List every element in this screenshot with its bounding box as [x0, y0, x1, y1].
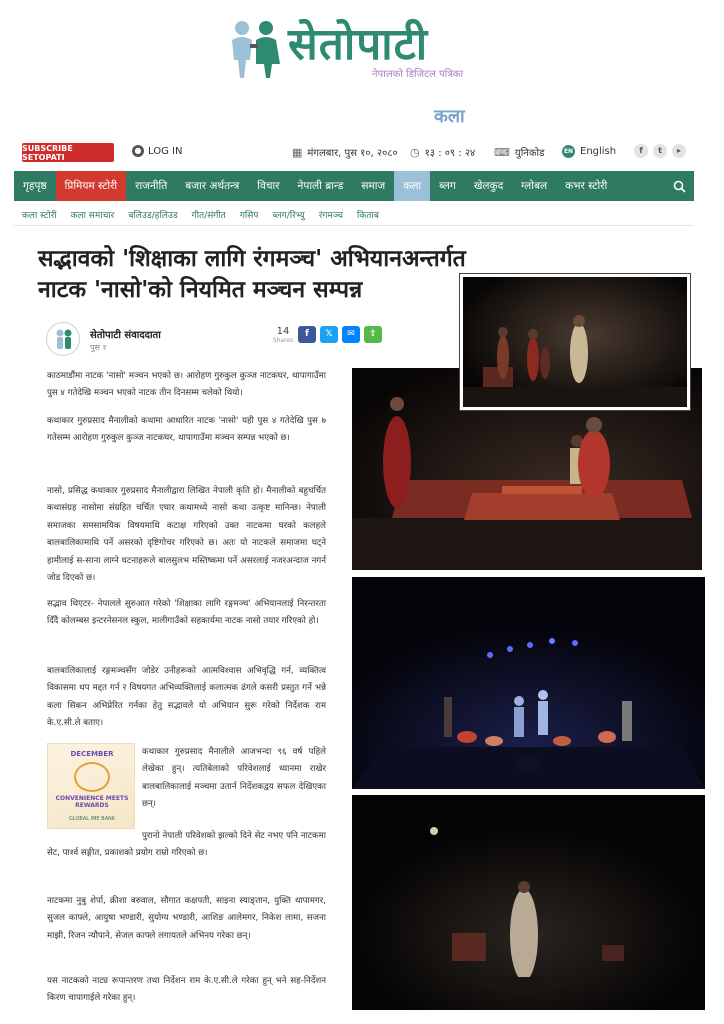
- article-paragraph-7: पुरानो नेपाली परिवेशको झल्को दिने सेट नभए पनि नाटकमा सेट, पार्श्व सङ्गीत, प्रकाशको प्रयोग राम्रो गरिएको छ।: [47, 831, 326, 859]
- subnav-item-theatre[interactable]: रंगमञ्च: [318, 211, 343, 221]
- en-badge-icon: EN: [562, 145, 575, 158]
- headline-line-1: सद्भावको 'शिक्षाका लागि रंगमञ्च' अभियानअन्तर्गत: [38, 246, 466, 272]
- user-icon: ●: [132, 145, 144, 157]
- ad-slogan: CONVENIENCE MEETS REWARDS: [55, 795, 129, 809]
- facebook-icon[interactable]: f: [634, 144, 648, 158]
- logo-text: सेतोपाटी: [288, 19, 429, 70]
- ad-ring-graphic: [74, 762, 110, 792]
- stage-scene-blue-lights-image: [352, 577, 705, 789]
- nav-item-sports[interactable]: खेलकुद: [473, 180, 504, 192]
- unicode-label: युनिकोड: [514, 148, 545, 159]
- article-paragraph-4: सद्भाव थिएटर- नेपालले सुरुआत गरेको 'शिक्षाका लागि रङ्गमञ्च' अभियानलाई निरन्तरता दिँदै कोलम्बस इन्टरनेसनल स्कुल, मालीगाउँको सहकार्यमा नाटक नासो तयार गरिएको हो।: [47, 599, 326, 627]
- section-title: कला: [434, 106, 465, 127]
- search-icon: [673, 180, 686, 193]
- share-counter: [272, 326, 294, 344]
- stage-photo-4[interactable]: [352, 795, 705, 1010]
- share-icon[interactable]: ⇪: [364, 326, 382, 343]
- ad-month: DECEMBER: [70, 750, 114, 758]
- article-paragraph-5: बालबालिकालाई रङ्गमञ्चसँग जोडेर उनीहरूको आत्मविश्वास अभिवृद्धि गर्न, व्यक्तित्व विकासमा थप मद्दत गर्न र विषयगत अभिव्यक्तिलाई कलात्मक ढंगले कसरी प्रस्तुत गर्ने भन्ने कला सिकन अभिप्रेरित गर्नका हेतु सद्भावले यो अभियान सुरू गरेको निर्देशक राम के.ए.सी.ले बताए।: [47, 666, 326, 729]
- subnav-item-art-story[interactable]: कला स्टोरी: [22, 211, 57, 221]
- time-text: १३ : ०९ : २४: [424, 148, 476, 159]
- subnav-item-bollywood-hollywood[interactable]: बलिउड/हलिउड: [128, 211, 178, 221]
- subnav-item-song-music[interactable]: गीत/संगीत: [191, 211, 226, 221]
- twitter-share-icon[interactable]: 𝕏: [320, 326, 338, 343]
- messenger-share-icon[interactable]: ✉: [342, 326, 360, 343]
- nav-item-blog[interactable]: ब्लग: [439, 180, 456, 192]
- clock-icon: ◷: [410, 145, 420, 159]
- article-paragraph-8: नाटकमा नुबु शेर्पा, क्रीशा बरुवाल, सौगात कक्षपती, साइना स्याङ्तान, युक्ति थापामगर, सुजल काफ्ले, आयुषा भण्डारी, सुयोग्य भण्डारी, आशिङ आलेमगर, निकेश लामा, सजना माझी, रिजन न्यौपाने, सेजल काफ्ले लगायतले अभिनय गरेका छन्।: [47, 896, 326, 941]
- nav-item-market-economy[interactable]: बजार अर्थतन्त्र: [185, 180, 240, 192]
- advertisement[interactable]: [47, 743, 135, 829]
- sub-nav: [14, 204, 694, 226]
- author-name[interactable]: सेतोपाटी संवाददाता: [90, 330, 161, 341]
- keyboard-icon: ⌨: [494, 145, 510, 159]
- avatar-logo-icon: [47, 323, 81, 357]
- date-text: मंगलबार, पुस १०, २०८०: [307, 148, 398, 159]
- twitter-icon[interactable]: t: [653, 144, 667, 158]
- nav-item-premium-story[interactable]: प्रिमियम स्टोरी: [56, 171, 127, 201]
- subscribe-button[interactable]: SUBSCRIBE SETOPATI: [22, 143, 114, 162]
- login-label: LOG IN: [148, 145, 183, 157]
- social-links: [634, 144, 686, 158]
- nav-item-art[interactable]: कला: [394, 171, 430, 201]
- logo-tagline: नेपालको डिजिटल पत्रिका: [372, 69, 464, 80]
- nav-item-opinion[interactable]: विचार: [257, 180, 280, 192]
- calendar-icon: ▦: [292, 145, 303, 159]
- subnav-item-blog-review[interactable]: ब्लग/रिभ्यु: [272, 211, 305, 221]
- headline-line-2: नाटक 'नासो'को नियमित मञ्चन सम्पन्न: [38, 277, 363, 303]
- nav-item-society[interactable]: समाज: [361, 180, 386, 192]
- ad-brand: GLOBAL IME BANK: [68, 816, 116, 822]
- subnav-item-books[interactable]: किताब: [356, 211, 379, 221]
- stage-photo-1[interactable]: [460, 274, 690, 410]
- article-paragraph-6: कथाकार गुरुप्रसाद मैनालीले आजभन्दा ९६ वर्ष पहिले लेखेका हुन्। त्यतिबेलाको परिवेशलाई ध्यानमा राखेर बालबालिकालाई मञ्चमा उतार्न निर्देशकद्वय सफल देखिएका छन्।: [142, 747, 326, 810]
- nav-item-nepali-brand[interactable]: नेपाली ब्रान्ड: [297, 180, 344, 192]
- date-display: [292, 145, 398, 159]
- english-label: English: [580, 146, 617, 157]
- nav-item-global[interactable]: ग्लोबल: [521, 180, 548, 192]
- subnav-item-gossip[interactable]: गसिप: [239, 211, 259, 221]
- article-paragraph-9: यस नाटकको नाट्य रूपान्तरण तथा निर्देशन राम के.ए.सी.ले गरेका हुन् भने सह-निर्देशन किरण चापागाईले गरेका हुन्।: [47, 976, 326, 1004]
- login-link[interactable]: [132, 145, 182, 157]
- logo-figures-icon: [226, 18, 284, 80]
- article-paragraph-3: नासो, प्रसिद्ध कथाकार गुरुप्रसाद मैनालीद्वारा लिखित नेपाली कृति हो। मैनालीको बहुचर्चित कथासंग्रह नासोमा संग्रहित चर्चित एघार कथामध्ये नासो कथा उत्कृष्ट मानिन्छ। नेपाली समाजका समसामयिक विषयमाथि कटाक्ष गरिएको उक्त नाटकमा घरको कलहले बालबालिकामाथि पर्ने असरको दृष्टिगोचर गरिएको छ। अतः यो नाटकले समाजमा घट्ने हामीलाई स-साना लाग्ने घटनाहरूले बालसुलभ मस्तिष्कमा पर्ने असरलाई नजरअन्दाज नगर्न जोड दिएको छ।: [47, 486, 326, 584]
- stage-scene-actors-image: [463, 277, 687, 407]
- nav-item-politics[interactable]: राजनीति: [135, 180, 168, 192]
- nav-item-home[interactable]: गृहपृष्ठ: [23, 180, 47, 192]
- time-display: [410, 145, 475, 159]
- article-paragraph-2: कथाकार गुरुप्रसाद मैनालीको कथामा आधारित नाटक 'नासो' यही पुस ४ गतेदेखि पुस ७ गतेसम्म आरोहण गुरुकुल कुञ्ज नाटकघर, थापागाउँमा मञ्चन सम्पन्न भएको छ।: [47, 416, 326, 444]
- author-date: पुस १: [90, 343, 107, 352]
- facebook-share-icon[interactable]: f: [298, 326, 316, 343]
- share-buttons: [298, 326, 382, 343]
- site-logo[interactable]: [226, 14, 488, 84]
- search-button[interactable]: [664, 171, 694, 201]
- article-paragraph-1: काठमाडौंमा नाटक 'नासो' मञ्चन भएको छ। आरोहण गुरुकुल कुञ्ज नाटकघर, थापागाउँमा पुस ४ गतेदेखि मञ्चन भएको नाटक तीन दिनसम्म चलेको थियो।: [47, 371, 326, 399]
- unicode-link[interactable]: [494, 145, 544, 159]
- youtube-icon[interactable]: ▸: [672, 144, 686, 158]
- stage-photo-3[interactable]: [352, 577, 705, 789]
- main-nav: [14, 171, 694, 201]
- author-avatar: [46, 322, 80, 356]
- nav-item-cover-story[interactable]: कभर स्टोरी: [565, 180, 608, 192]
- share-count: 14: [276, 326, 290, 337]
- share-label: Shares: [272, 337, 294, 344]
- stage-scene-single-actor-image: [352, 795, 705, 1010]
- english-link[interactable]: [562, 145, 616, 158]
- subnav-item-art-news[interactable]: कला समाचार: [70, 211, 115, 221]
- top-bar: [22, 140, 690, 166]
